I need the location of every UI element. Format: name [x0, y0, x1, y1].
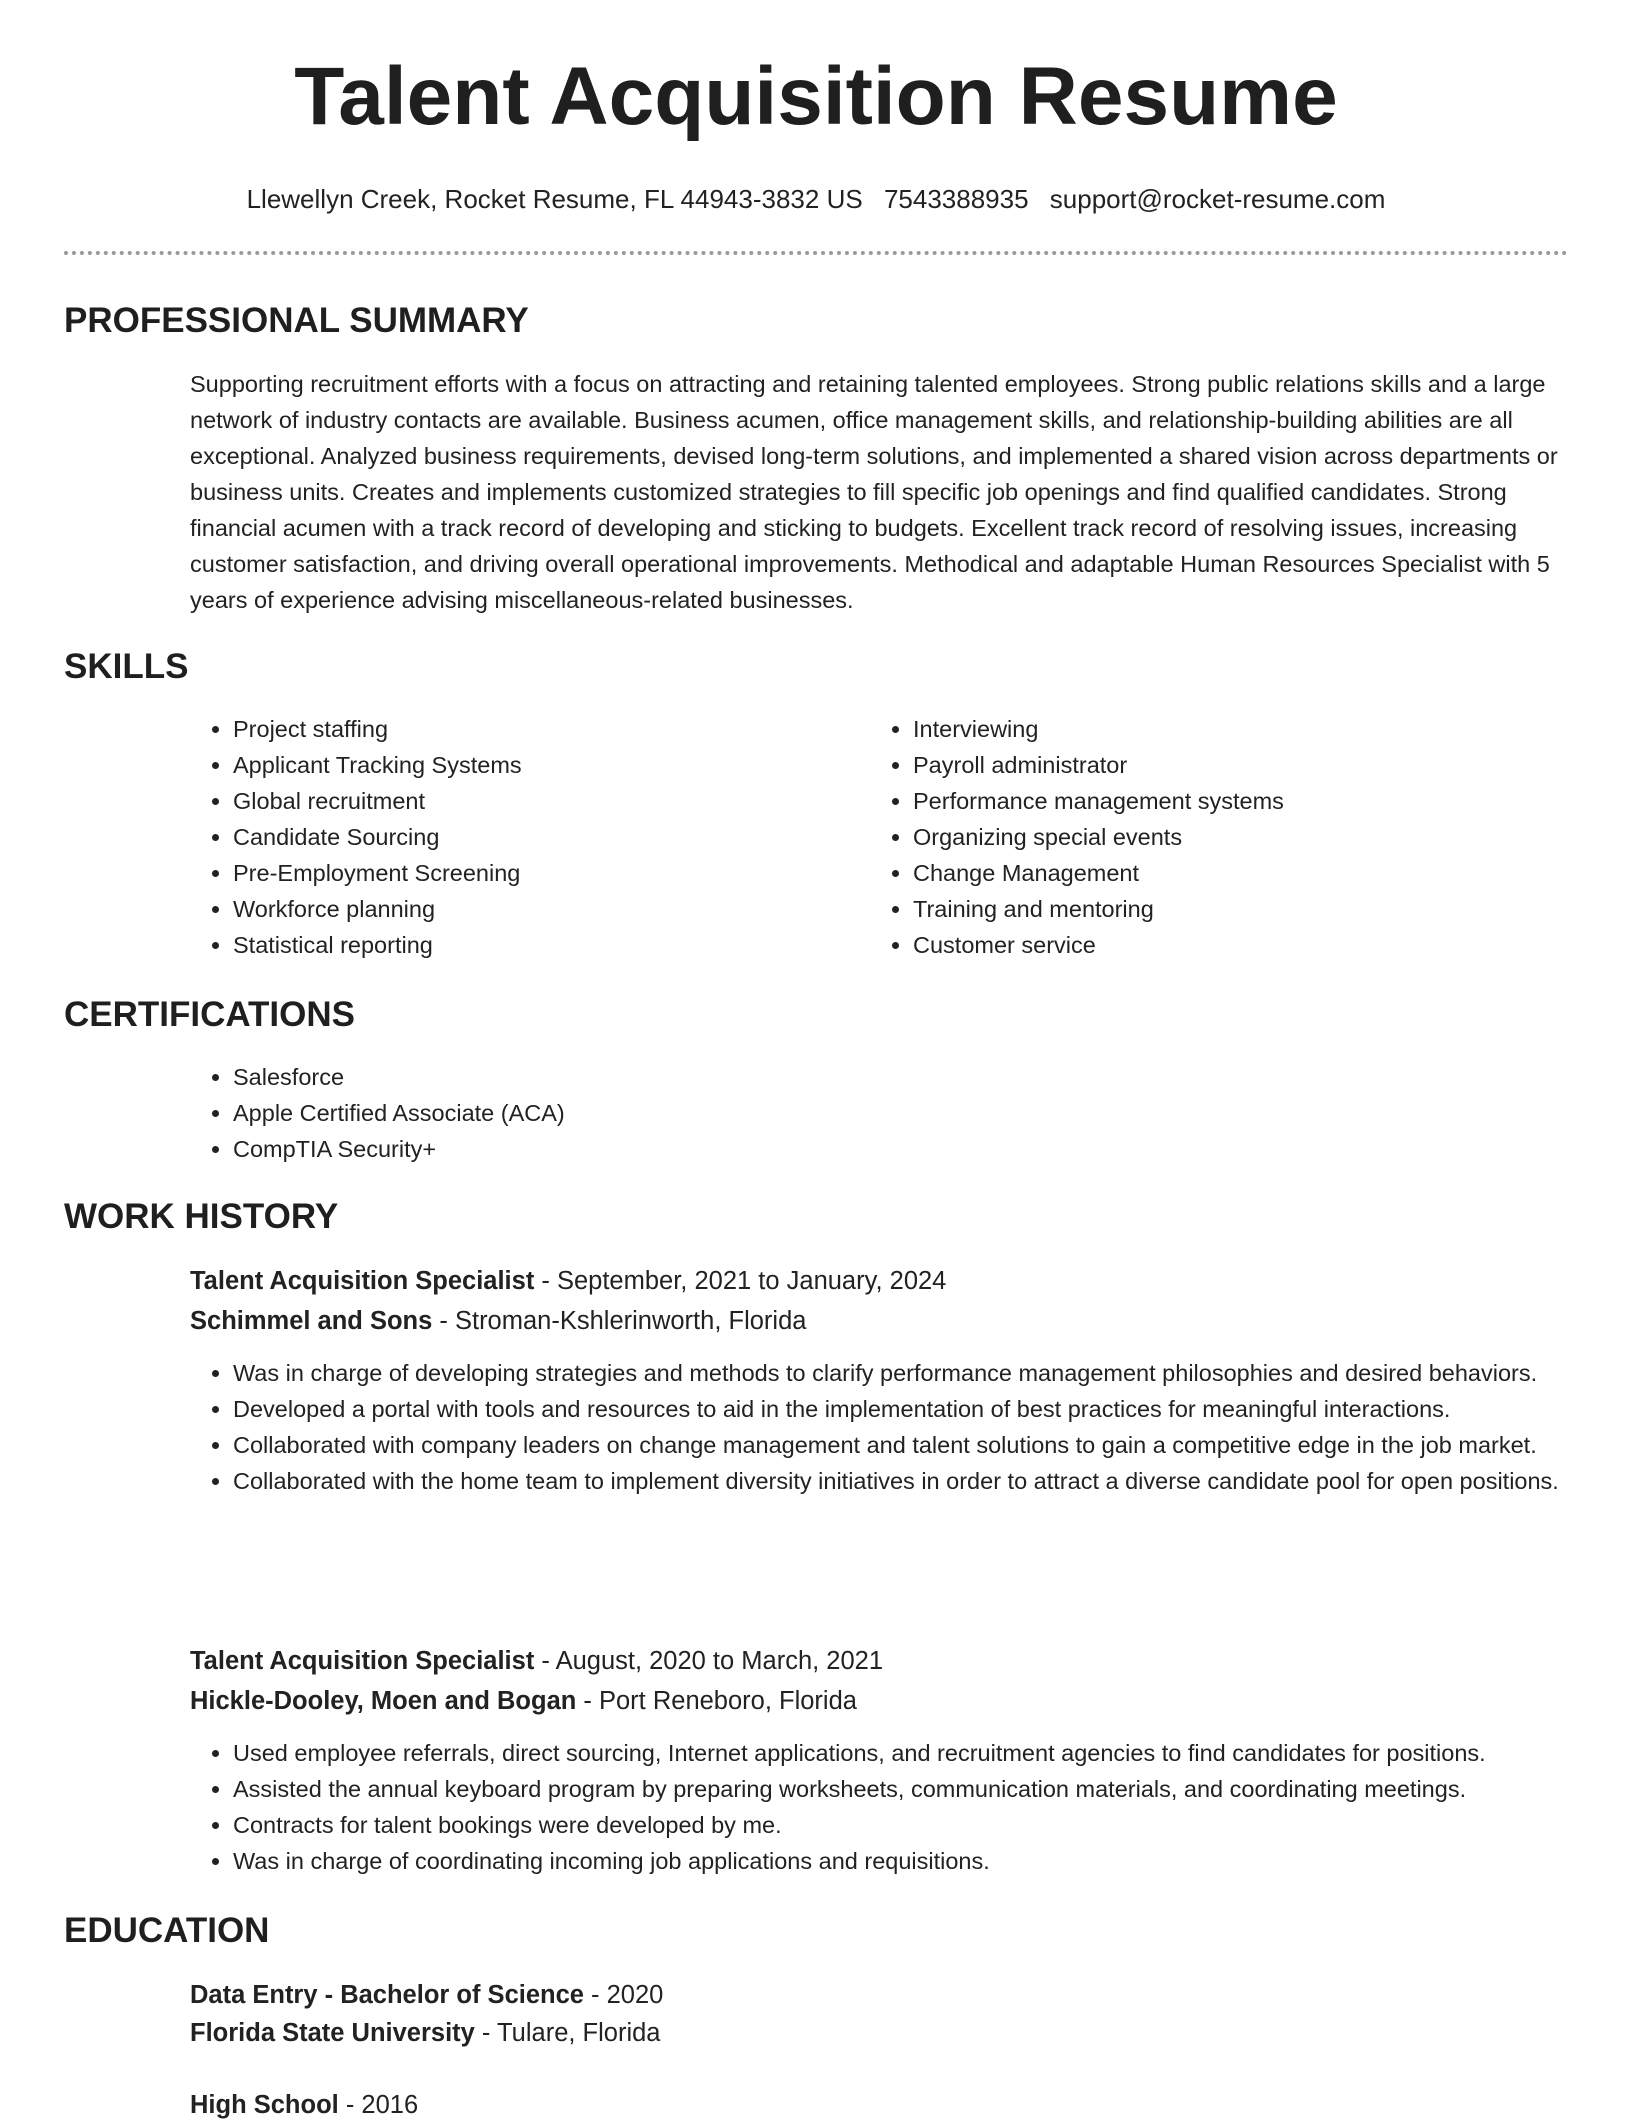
job-bullets	[190, 1735, 1632, 1879]
job-company-line	[190, 1301, 806, 1341]
skill-item: • Interviewing	[913, 711, 1553, 747]
education-school: Florida State University	[190, 2019, 475, 2047]
education-year: - 2016	[338, 2091, 419, 2119]
skill-item: • Organizing special events	[913, 819, 1553, 855]
certifications-heading: CERTIFICATIONS	[64, 995, 356, 1034]
certification-item: • CompTIA Security+	[233, 1131, 1233, 1167]
skill-item: • Change Management	[913, 855, 1553, 891]
education-location: - Tulare, Florida	[474, 2019, 661, 2047]
contact-email[interactable]: support@rocket-resume.com	[1049, 184, 1386, 214]
job-company: Schimmel and Sons	[190, 1307, 433, 1335]
job-dates: - August, 2020 to March, 2021	[534, 1647, 884, 1675]
contact-line	[0, 181, 1632, 217]
skill-item: • Statistical reporting	[233, 927, 853, 963]
certification-item: • Apple Certified Associate (ACA)	[233, 1095, 1233, 1131]
job-bullet: • Developed a portal with tools and resources to aid in the implementation of best practices for meaningful interactions.	[233, 1391, 1608, 1427]
skill-item: • Pre-Employment Screening	[233, 855, 853, 891]
skills-list-right	[870, 711, 1553, 963]
job-bullet: • Assisted the annual keyboard program by preparing worksheets, communication materials, and coordinating meetings.	[233, 1771, 1632, 1807]
education-degree: High School	[190, 2091, 339, 2119]
job-company: Hickle-Dooley, Moen and Bogan	[190, 1687, 577, 1715]
education-degree: Data Entry - Bachelor of Science	[190, 1981, 584, 2009]
skill-item: • Training and mentoring	[913, 891, 1553, 927]
skill-item: • Candidate Sourcing	[233, 819, 853, 855]
contact-phone[interactable]: 7543388935	[883, 184, 1029, 214]
skill-item: • Payroll administrator	[913, 747, 1553, 783]
education-degree-line	[190, 1975, 663, 2015]
job-bullet: • Contracts for talent bookings were developed by me.	[233, 1807, 1632, 1843]
header-divider	[64, 251, 1568, 255]
work-history-heading: WORK HISTORY	[64, 1197, 339, 1236]
job-bullet: • Collaborated with the home team to implement diversity initiatives in order to attract a diverse candidate pool for open positions.	[233, 1463, 1608, 1499]
job-bullet: • Was in charge of coordinating incoming job applications and requisitions.	[233, 1843, 1632, 1879]
summary-heading: PROFESSIONAL SUMMARY	[64, 301, 529, 340]
skill-item: • Global recruitment	[233, 783, 853, 819]
education-school-line	[190, 2013, 661, 2053]
job-bullet: • Collaborated with company leaders on change management and talent solutions to gain a competitive edge in the job market.	[233, 1427, 1608, 1463]
certification-item: • Salesforce	[233, 1059, 1233, 1095]
job-title: Talent Acquisition Specialist	[190, 1647, 535, 1675]
skills-heading: SKILLS	[64, 647, 189, 686]
education-degree-line	[190, 2085, 418, 2125]
job-dates: - September, 2021 to January, 2024	[534, 1267, 947, 1295]
job-location: - Port Reneboro, Florida	[576, 1687, 857, 1715]
job-company-line	[190, 1681, 857, 1721]
contact-address: Llewellyn Creek, Rocket Resume, FL 44943-3832 US	[246, 184, 863, 214]
certifications-list	[190, 1059, 1233, 1167]
job-bullet: • Used employee referrals, direct sourcing, Internet applications, and recruitment agencies to find candidates for positions.	[233, 1735, 1632, 1771]
skill-item: • Project staffing	[233, 711, 853, 747]
resume-title: Talent Acquisition Resume	[294, 51, 1338, 142]
skill-item: • Workforce planning	[233, 891, 853, 927]
education-heading: EDUCATION	[64, 1911, 270, 1950]
skill-item: • Customer service	[913, 927, 1553, 963]
skills-list-left	[190, 711, 853, 963]
job-title-line	[190, 1641, 883, 1681]
education-year: - 2020	[583, 1981, 664, 2009]
job-location: - Stroman-Kshlerinworth, Florida	[432, 1307, 807, 1335]
summary-text: Supporting recruitment efforts with a focus on attracting and retaining talented employees. Strong public relations skills and a large network of industry contacts are available. Business acumen, office management skills, and relationship-building abilities are all exceptional. Analyzed business requirements, devised long-term solutions, and implemented a shared vision across departments or business units. Creates and implements customized strategies to fill specific job openings and find qualified candidates. Strong financial acumen with a track record of developing and sticking to budgets. Excellent track record of resolving issues, increasing customer satisfaction, and driving overall operational improvements. Methodical and adaptable Human Resources Specialist with 5 years of experience advising miscellaneous-related businesses.	[190, 371, 1558, 613]
job-bullets	[190, 1355, 1608, 1499]
skill-item: • Applicant Tracking Systems	[233, 747, 853, 783]
job-title: Talent Acquisition Specialist	[190, 1267, 535, 1295]
job-title-line	[190, 1261, 946, 1301]
skill-item: • Performance management systems	[913, 783, 1553, 819]
job-bullet: • Was in charge of developing strategies and methods to clarify performance management philosophies and desired behaviors.	[233, 1355, 1608, 1391]
